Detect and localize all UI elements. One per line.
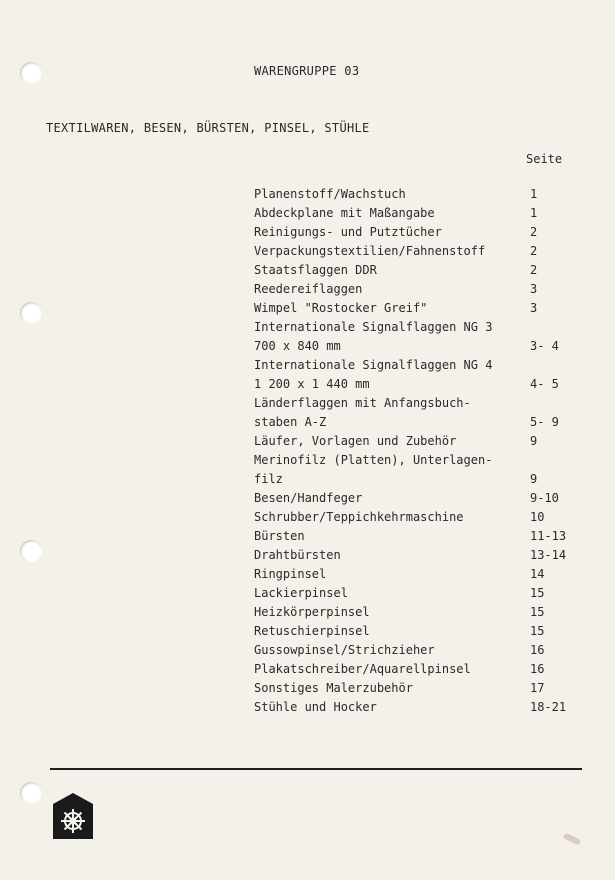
toc-entry-page: 14 bbox=[530, 567, 545, 581]
toc-entry bbox=[254, 413, 584, 432]
toc-entry-page: 16 bbox=[530, 662, 545, 676]
toc-entry-label: Verpackungstextilien/Fahnenstoff bbox=[254, 244, 486, 258]
toc-entry-label: Merinofilz (Platten), Unterlagen- bbox=[254, 453, 493, 467]
footer-rule bbox=[50, 768, 582, 770]
toc-entry-label: filz bbox=[254, 472, 283, 486]
toc-entry-label: Internationale Signalflaggen NG 4 bbox=[254, 358, 493, 372]
toc-entry bbox=[254, 565, 584, 584]
toc-entry bbox=[254, 679, 584, 698]
toc-entry-page: 11-13 bbox=[530, 529, 567, 543]
toc-entry-page: 2 bbox=[530, 244, 538, 258]
toc-entry bbox=[254, 660, 584, 679]
toc-entry-label: Sonstiges Malerzubehör bbox=[254, 681, 413, 695]
toc-entry-page: 3 bbox=[530, 282, 538, 296]
toc-entry bbox=[254, 299, 584, 318]
toc-entry-label: Staatsflaggen DDR bbox=[254, 263, 377, 277]
toc-entry bbox=[254, 261, 584, 280]
toc-entry bbox=[254, 508, 584, 527]
toc-entry bbox=[254, 698, 584, 717]
toc-entry-page: 3- 4 bbox=[530, 339, 559, 353]
toc-entry bbox=[254, 470, 584, 489]
category-subtitle: TEXTILWAREN, BESEN, BÜRSTEN, PINSEL, STÜHLE bbox=[46, 121, 370, 135]
toc-entry-label: Läufer, Vorlagen und Zubehör bbox=[254, 434, 457, 448]
toc-entry bbox=[254, 280, 584, 299]
toc-entry-label: Plakatschreiber/Aquarellpinsel bbox=[254, 662, 471, 676]
toc-entry-label: Wimpel "Rostocker Greif" bbox=[254, 301, 428, 315]
toc-entry-page: 10 bbox=[530, 510, 545, 524]
toc-entry-page: 5- 9 bbox=[530, 415, 559, 429]
page-column-header: Seite bbox=[526, 152, 563, 166]
toc-entry-label: Besen/Handfeger bbox=[254, 491, 363, 505]
toc-entry-page: 15 bbox=[530, 586, 545, 600]
toc-entry bbox=[254, 242, 584, 261]
paper-mark bbox=[563, 832, 582, 845]
toc-entry-label: Abdeckplane mit Maßangabe bbox=[254, 206, 435, 220]
toc-entry bbox=[254, 337, 584, 356]
toc-entry-page: 3 bbox=[530, 301, 538, 315]
toc-entry-label: Lackierpinsel bbox=[254, 586, 348, 600]
punch-hole bbox=[20, 62, 42, 84]
toc-entry-label: 700 x 840 mm bbox=[254, 339, 341, 353]
toc-entry-label: Stühle und Hocker bbox=[254, 700, 377, 714]
punch-hole bbox=[20, 302, 42, 324]
toc-entry bbox=[254, 641, 584, 660]
toc-entry-label: Internationale Signalflaggen NG 3 bbox=[254, 320, 493, 334]
toc-entry-page: 4- 5 bbox=[530, 377, 559, 391]
toc-entry bbox=[254, 204, 584, 223]
toc-entry bbox=[254, 394, 584, 413]
toc-entry-label: Heizkörperpinsel bbox=[254, 605, 370, 619]
toc-entry bbox=[254, 375, 584, 394]
punch-hole bbox=[20, 782, 42, 804]
toc-entry-label: Drahtbürsten bbox=[254, 548, 341, 562]
toc-entry bbox=[254, 185, 584, 204]
table-of-contents bbox=[254, 185, 584, 717]
toc-entry-page: 1 bbox=[530, 206, 538, 220]
toc-entry-page: 15 bbox=[530, 624, 545, 638]
ship-wheel-icon bbox=[52, 792, 94, 840]
toc-entry-label: Schrubber/Teppichkehrmaschine bbox=[254, 510, 464, 524]
toc-entry-page: 15 bbox=[530, 605, 545, 619]
toc-entry bbox=[254, 432, 584, 451]
toc-entry-label: 1 200 x 1 440 mm bbox=[254, 377, 370, 391]
toc-entry bbox=[254, 622, 584, 641]
toc-entry-label: Retuschierpinsel bbox=[254, 624, 370, 638]
toc-entry-page: 9 bbox=[530, 472, 538, 486]
group-title: WARENGRUPPE 03 bbox=[254, 64, 360, 78]
toc-entry-page: 9-10 bbox=[530, 491, 559, 505]
punch-hole bbox=[20, 540, 42, 562]
toc-entry-label: Planenstoff/Wachstuch bbox=[254, 187, 406, 201]
toc-entry bbox=[254, 223, 584, 242]
toc-entry-label: Reedereiflaggen bbox=[254, 282, 363, 296]
toc-entry-label: Gussowpinsel/Strichzieher bbox=[254, 643, 435, 657]
toc-entry-label: Ringpinsel bbox=[254, 567, 327, 581]
toc-entry bbox=[254, 603, 584, 622]
toc-entry bbox=[254, 546, 584, 565]
toc-entry-label: staben A-Z bbox=[254, 415, 327, 429]
toc-entry-label: Länderflaggen mit Anfangsbuch- bbox=[254, 396, 471, 410]
toc-entry-page: 2 bbox=[530, 263, 538, 277]
toc-entry bbox=[254, 451, 584, 470]
toc-entry bbox=[254, 489, 584, 508]
toc-entry-page: 18-21 bbox=[530, 700, 567, 714]
toc-entry-page: 13-14 bbox=[530, 548, 567, 562]
toc-entry-page: 16 bbox=[530, 643, 545, 657]
toc-entry bbox=[254, 584, 584, 603]
toc-entry-page: 9 bbox=[530, 434, 538, 448]
toc-entry bbox=[254, 356, 584, 375]
toc-entry-label: Reinigungs- und Putztücher bbox=[254, 225, 442, 239]
toc-entry-page: 2 bbox=[530, 225, 538, 239]
toc-entry bbox=[254, 527, 584, 546]
toc-entry-page: 1 bbox=[530, 187, 538, 201]
toc-entry-page: 17 bbox=[530, 681, 545, 695]
toc-entry bbox=[254, 318, 584, 337]
toc-entry-label: Bürsten bbox=[254, 529, 305, 543]
